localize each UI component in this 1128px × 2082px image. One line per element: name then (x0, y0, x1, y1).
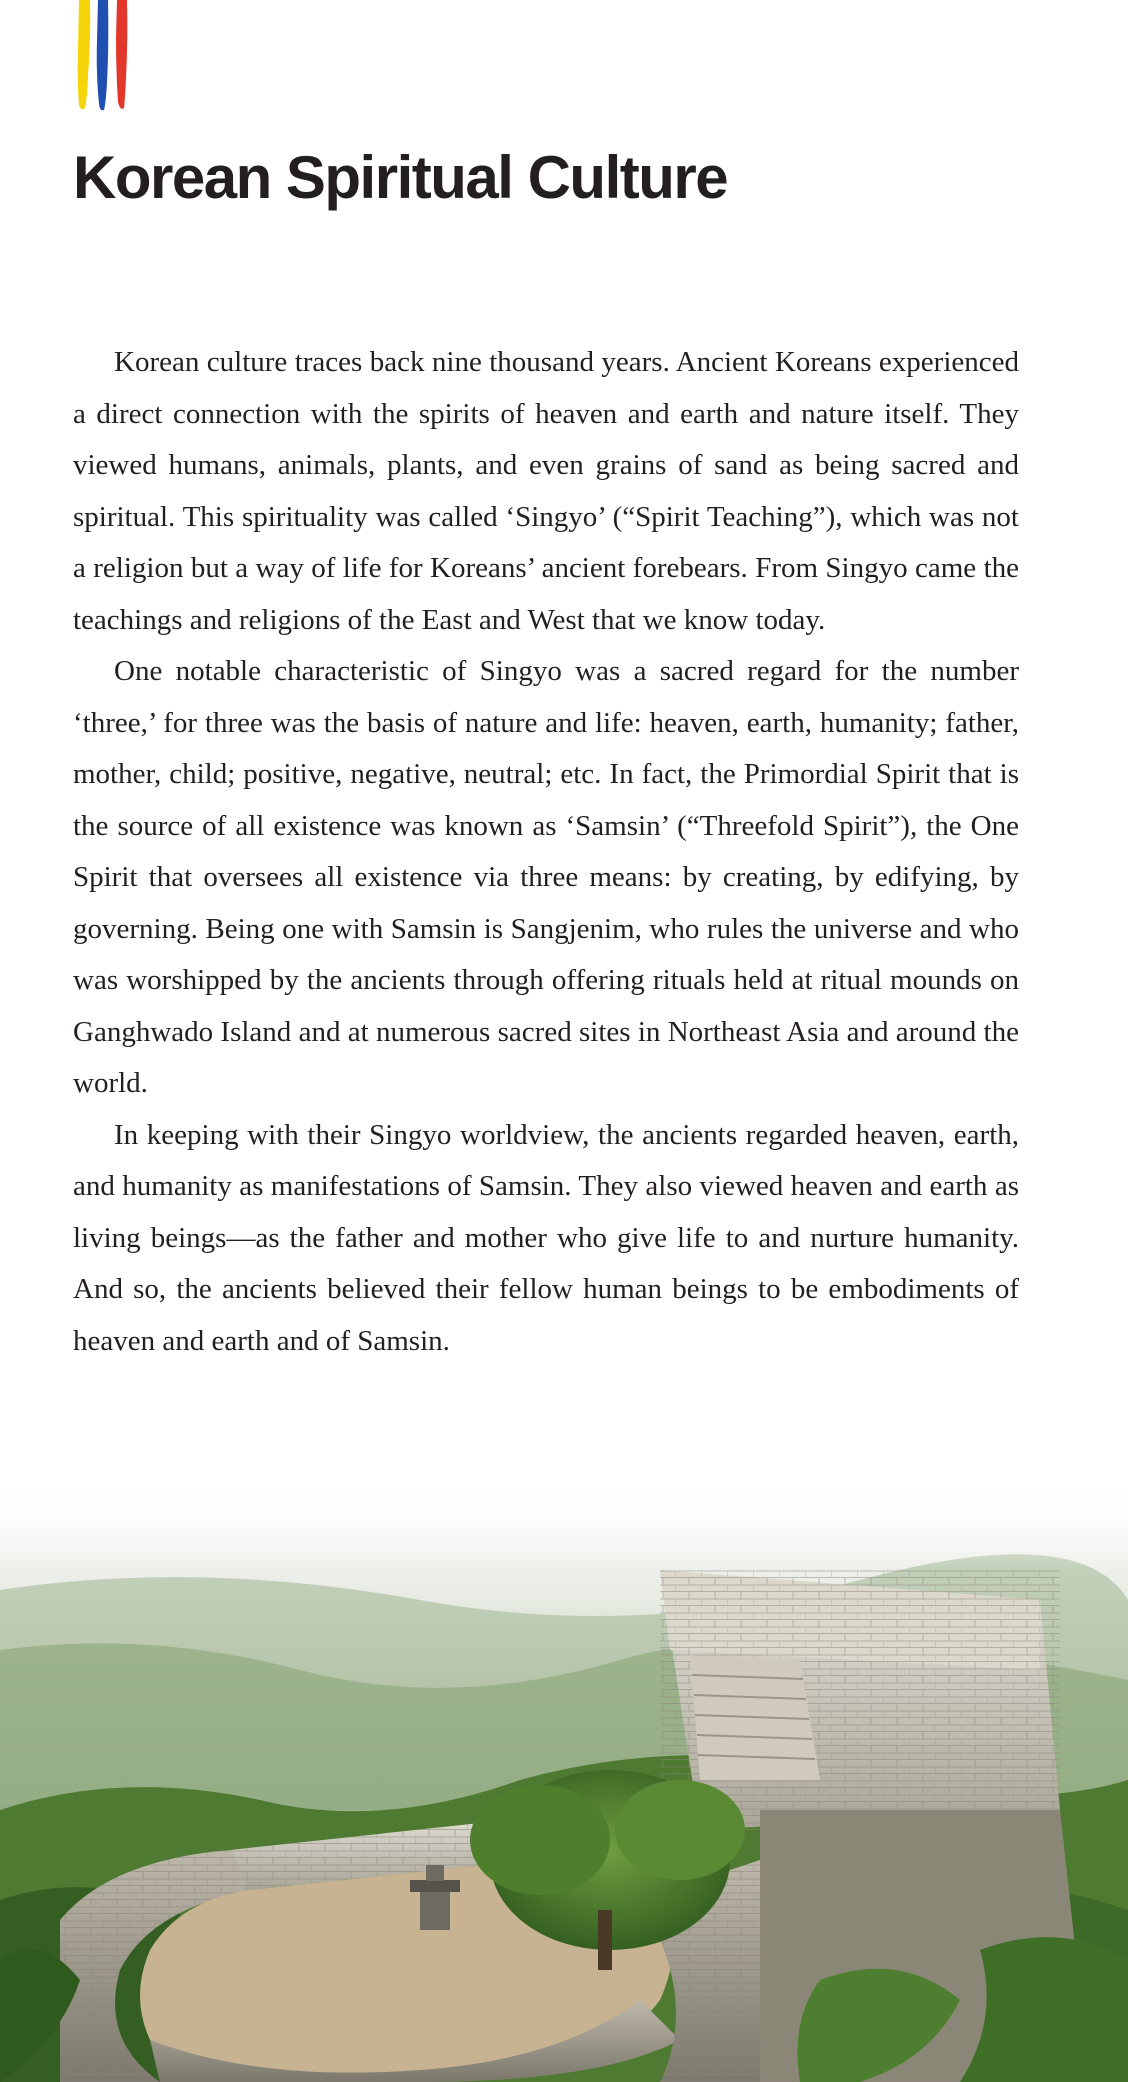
body-text (73, 337, 1019, 1367)
yellow-stripe (78, 0, 91, 109)
blue-stripe (97, 0, 109, 110)
paragraph-3: In keeping with their Singyo worldview, the ancients regarded heaven, earth, and humanity as manifestations of Samsin. They also viewed heaven and earth as living beings—as the father and mother who give life to and nurture humanity. And so, the ancients believed their fellow human beings to be embodiments of heaven and earth and of Samsin. (73, 1118, 1019, 1357)
red-stripe (116, 0, 127, 109)
paragraph-2: One notable characteristic of Singyo was a sacred regard for the number ‘three,’ for three was the basis of nature and life: heaven, earth, humanity; father, mother, child; positive, negative, neutral; etc. In fact, the Primordial Spirit that is the source of all existence was known as ‘Samsin’ (“Threefold Spirit”), the One Spirit that oversees all existence via three means: by creating, by edifying, by governing. Being one with Samsin is Sangjenim, who rules the universe and who was worshipped by the ancients through offering rituals held at ritual mounds on Ganghwado Island and at numerous sacred sites in Northeast Asia and around the world. (73, 655, 1019, 1099)
page-title: Korean Spiritual Culture (73, 144, 728, 211)
paragraph-1: Korean culture traces back nine thousand years. Ancient Koreans experienced a direct connection with the spirits of heaven and earth and nature itself. They viewed humans, animals, plants, and even grains of sand as being sacred and spiritual. This spirituality was called ‘Singyo’ (“Spirit Teaching”), which was not a religion but a way of life for Koreans’ ancient forebears. From Singyo came the teachings and religions of the East and West that we know today. (73, 346, 1019, 636)
mountain-altar-image (0, 1480, 1128, 2082)
altar-photo (0, 1480, 1128, 2082)
logo-stripes-icon (76, 0, 136, 112)
